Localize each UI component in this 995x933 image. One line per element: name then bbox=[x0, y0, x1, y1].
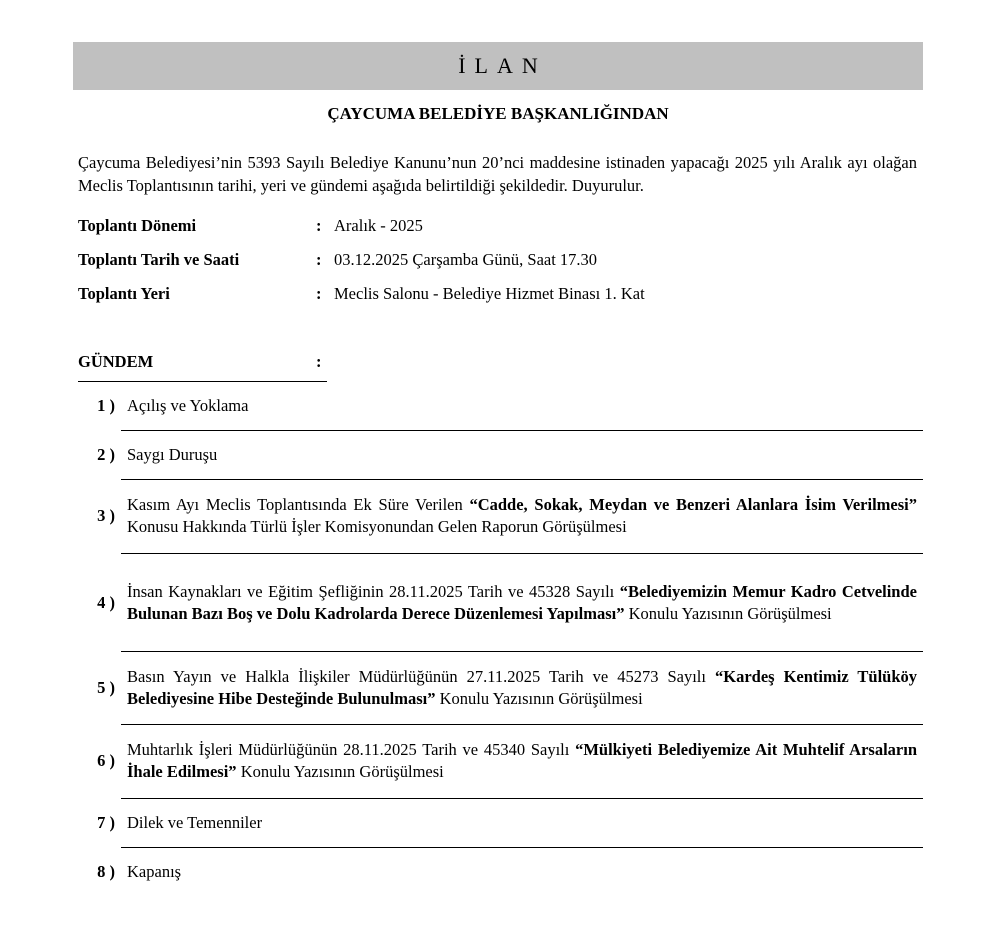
info-separator: : bbox=[316, 284, 322, 303]
divider bbox=[121, 553, 923, 554]
info-separator: : bbox=[316, 216, 322, 235]
issuer-heading: ÇAYCUMA BELEDİYE BAŞKANLIĞINDAN bbox=[327, 104, 669, 123]
agenda-item-number: 6 ) bbox=[97, 751, 115, 770]
intro-paragraph: Çaycuma Belediyesi’nin 5393 Sayılı Belediye Kanunu’nun 20’nci maddesine istinaden yapacağı 2025 yılı Aralık ayı olağan Meclis Toplantısının tarihi, yeri ve gündemi aşağıda belirtildiği şekildedir. Duyurulur. bbox=[78, 153, 917, 195]
agenda-item-text: Muhtarlık İşleri Müdürlüğünün 28.11.2025 Tarih ve 45340 Sayılı “Mülkiyeti Belediyemize Ait Muhtelif Arsaların İhale Edilmesi” Konulu Yazısının Görüşülmesi bbox=[127, 740, 917, 781]
info-label: Toplantı Tarih ve Saati bbox=[78, 250, 240, 269]
title-banner bbox=[73, 42, 923, 90]
agenda-item-number: 1 ) bbox=[97, 396, 115, 415]
agenda-item-number: 2 ) bbox=[97, 445, 115, 464]
agenda-item-text: Basın Yayın ve Halkla İlişkiler Müdürlüğünün 27.11.2025 Tarih ve 45273 Sayılı “Kardeş Kentimiz Tülüköy Belediyesine Hibe Desteğinde Bulunulması” Konulu Yazısının Görüşülmesi bbox=[127, 667, 918, 708]
info-value: Aralık - 2025 bbox=[334, 216, 423, 235]
agenda-item bbox=[78, 811, 923, 835]
info-label: Toplantı Yeri bbox=[78, 284, 170, 303]
agenda-heading-separator: : bbox=[316, 352, 322, 371]
agenda-item-number: 8 ) bbox=[97, 862, 115, 881]
agenda-item-number: 3 ) bbox=[97, 506, 115, 525]
agenda-item bbox=[78, 738, 923, 784]
agenda-item bbox=[78, 443, 923, 467]
agenda-item bbox=[78, 394, 923, 418]
agenda-item bbox=[78, 569, 923, 637]
agenda-heading-label: GÜNDEM bbox=[78, 352, 154, 371]
meeting-period-row bbox=[78, 216, 423, 240]
divider bbox=[121, 651, 923, 652]
divider bbox=[121, 430, 923, 431]
meeting-place-row bbox=[78, 284, 645, 308]
info-value: 03.12.2025 Çarşamba Günü, Saat 17.30 bbox=[334, 250, 598, 269]
agenda-item-number: 7 ) bbox=[97, 813, 115, 832]
divider bbox=[121, 798, 923, 799]
agenda-item-text: Açılış ve Yoklama bbox=[127, 396, 249, 415]
agenda-item bbox=[78, 860, 923, 884]
page-title: İLAN bbox=[458, 53, 547, 78]
agenda-heading bbox=[78, 352, 327, 382]
divider bbox=[121, 724, 923, 725]
agenda-item-number: 4 ) bbox=[97, 593, 115, 612]
divider bbox=[121, 847, 923, 848]
agenda-item bbox=[78, 493, 923, 539]
info-value: Meclis Salonu - Belediye Hizmet Binası 1. Kat bbox=[334, 284, 645, 303]
agenda-item-text: Dilek ve Temenniler bbox=[127, 813, 263, 832]
agenda-item-number: 5 ) bbox=[97, 678, 115, 697]
agenda-item bbox=[78, 665, 923, 711]
info-separator: : bbox=[316, 250, 322, 269]
agenda-item-text: İnsan Kaynakları ve Eğitim Şefliğinin 28.11.2025 Tarih ve 45328 Sayılı “Belediyemizin Memur Kadro Cetvelinde Bulunan Bazı Boş ve Dolu Kadrolarda Derece Düzenlemesi Yapılması” Konulu Yazısının Görüşülmesi bbox=[127, 582, 917, 623]
divider bbox=[121, 479, 923, 480]
meeting-datetime-row bbox=[78, 250, 597, 274]
agenda-item-text: Kasım Ayı Meclis Toplantısında Ek Süre Verilen “Cadde, Sokak, Meydan ve Benzeri Alanlara İsim Verilmesi” Konusu Hakkında Türlü İşler Komisyonundan Gelen Raporun Görüşülmesi bbox=[127, 495, 917, 536]
agenda-item-text: Saygı Duruşu bbox=[127, 445, 218, 464]
agenda-item-text: Kapanış bbox=[127, 862, 182, 881]
info-label: Toplantı Dönemi bbox=[78, 216, 197, 235]
